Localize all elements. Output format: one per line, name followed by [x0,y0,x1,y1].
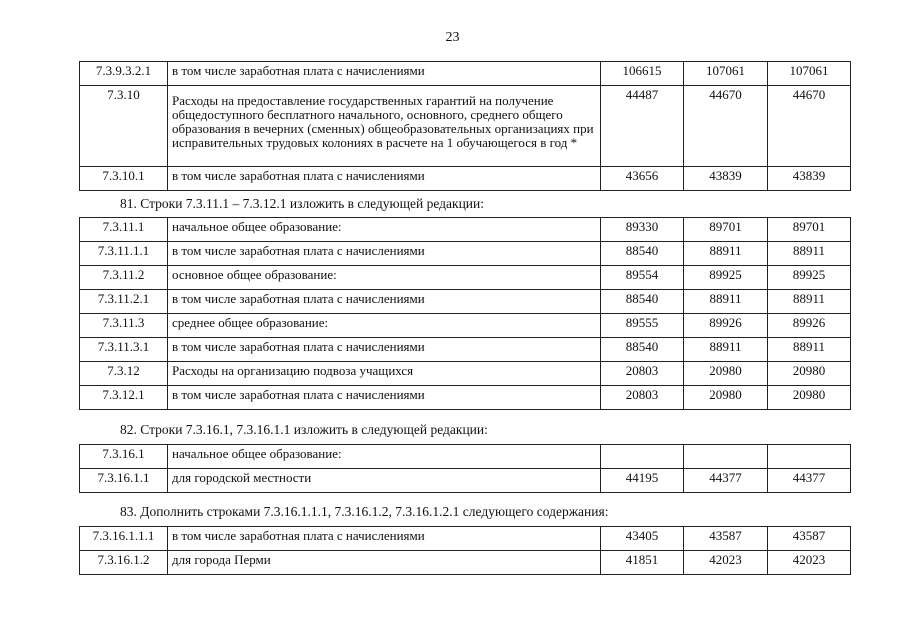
row-value-3: 89701 [768,218,851,242]
row-value-2: 88911 [684,290,768,314]
row-value-2: 89925 [684,266,768,290]
row-value-1: 89554 [601,266,684,290]
row-code: 7.3.11.1.1 [80,242,168,266]
row-value-3: 43587 [768,527,851,551]
row-value-2: 88911 [684,242,768,266]
row-value-1: 43656 [601,167,684,191]
table-7-3-16-1-additions [79,526,851,575]
table-row [80,445,851,469]
row-value-3: 44377 [768,469,851,493]
row-value-1: 44195 [601,469,684,493]
row-value-2: 107061 [684,62,768,86]
row-value-2: 44670 [684,86,768,167]
row-value-3: 88911 [768,242,851,266]
table-7-3-9-to-7-3-10 [79,61,851,191]
table-row [80,469,851,493]
row-value-2: 42023 [684,551,768,575]
table-7-3-11-to-7-3-12 [79,217,851,410]
row-description: среднее общее образование: [168,314,601,338]
row-value-1: 106615 [601,62,684,86]
table-row [80,290,851,314]
row-code: 7.3.16.1 [80,445,168,469]
row-value-3: 44670 [768,86,851,167]
row-description: для города Перми [168,551,601,575]
row-description: в том числе заработная плата с начислениями [168,386,601,410]
row-value-1: 41851 [601,551,684,575]
row-value-3: 20980 [768,362,851,386]
row-value-1: 43405 [601,527,684,551]
amendment-note-83: 83. Дополнить строками 7.3.16.1.1.1, 7.3.16.1.2, 7.3.16.1.2.1 следующего содержания: [120,504,609,519]
row-code: 7.3.10 [80,86,168,167]
table-row [80,242,851,266]
row-description: в том числе заработная плата с начислениями [168,527,601,551]
row-value-2: 88911 [684,338,768,362]
row-value-1: 88540 [601,242,684,266]
row-code: 7.3.11.2 [80,266,168,290]
row-value-2: 89926 [684,314,768,338]
row-code: 7.3.10.1 [80,167,168,191]
row-code: 7.3.11.1 [80,218,168,242]
row-value-3: 88911 [768,290,851,314]
row-value-1: 20803 [601,386,684,410]
row-value-2: 20980 [684,386,768,410]
row-value-2: 44377 [684,469,768,493]
row-description: в том числе заработная плата с начислениями [168,242,601,266]
row-value-1: 89330 [601,218,684,242]
row-value-3: 89926 [768,314,851,338]
table-row [80,266,851,290]
row-value-1: 88540 [601,290,684,314]
row-value-3: 107061 [768,62,851,86]
page-number: 23 [445,30,460,45]
table-row [80,386,851,410]
table-row [80,551,851,575]
amendment-note-82: 82. Строки 7.3.16.1, 7.3.16.1.1 изложить в следующей редакции: [120,422,488,437]
table-row [80,362,851,386]
row-description: начальное общее образование: [168,218,601,242]
row-value-3: 89925 [768,266,851,290]
row-description: в том числе заработная плата с начислениями [168,290,601,314]
row-code: 7.3.16.1.1 [80,469,168,493]
row-value-2: 43839 [684,167,768,191]
row-value-2: 20980 [684,362,768,386]
table-row [80,167,851,191]
amendment-note-81: 81. Строки 7.3.11.1 – 7.3.12.1 изложить в следующей редакции: [120,196,485,211]
row-code: 7.3.16.1.1.1 [80,527,168,551]
row-description: в том числе заработная плата с начислениями [168,167,601,191]
row-code: 7.3.11.3 [80,314,168,338]
row-description: основное общее образование: [168,266,601,290]
row-description: Расходы на предоставление государственных гарантий на получение общедоступного бесплатного начального, основного, среднего общего образования в вечерних (сменных) общеобразовательных организациях при исправительных трудовых колониях в расчете на 1 обучающегося в год * [168,86,601,167]
table-row [80,527,851,551]
row-value-1: 88540 [601,338,684,362]
table-row [80,218,851,242]
table-7-3-16-1 [79,444,851,493]
row-value-2: 43587 [684,527,768,551]
table-row [80,314,851,338]
row-value-2 [684,445,768,469]
row-value-2: 89701 [684,218,768,242]
row-value-3: 42023 [768,551,851,575]
row-value-3: 20980 [768,386,851,410]
table-row [80,86,851,167]
row-value-3: 88911 [768,338,851,362]
row-value-1: 20803 [601,362,684,386]
row-description: для городской местности [168,469,601,493]
row-code: 7.3.11.3.1 [80,338,168,362]
row-code: 7.3.16.1.2 [80,551,168,575]
row-description: Расходы на организацию подвоза учащихся [168,362,601,386]
table-row [80,62,851,86]
row-description: в том числе заработная плата с начислениями [168,62,601,86]
row-value-1 [601,445,684,469]
row-value-1: 44487 [601,86,684,167]
row-value-3 [768,445,851,469]
table-row [80,338,851,362]
row-value-1: 89555 [601,314,684,338]
row-code: 7.3.12 [80,362,168,386]
row-description: начальное общее образование: [168,445,601,469]
row-code: 7.3.9.3.2.1 [80,62,168,86]
row-value-3: 43839 [768,167,851,191]
row-code: 7.3.12.1 [80,386,168,410]
row-code: 7.3.11.2.1 [80,290,168,314]
row-description: в том числе заработная плата с начислениями [168,338,601,362]
